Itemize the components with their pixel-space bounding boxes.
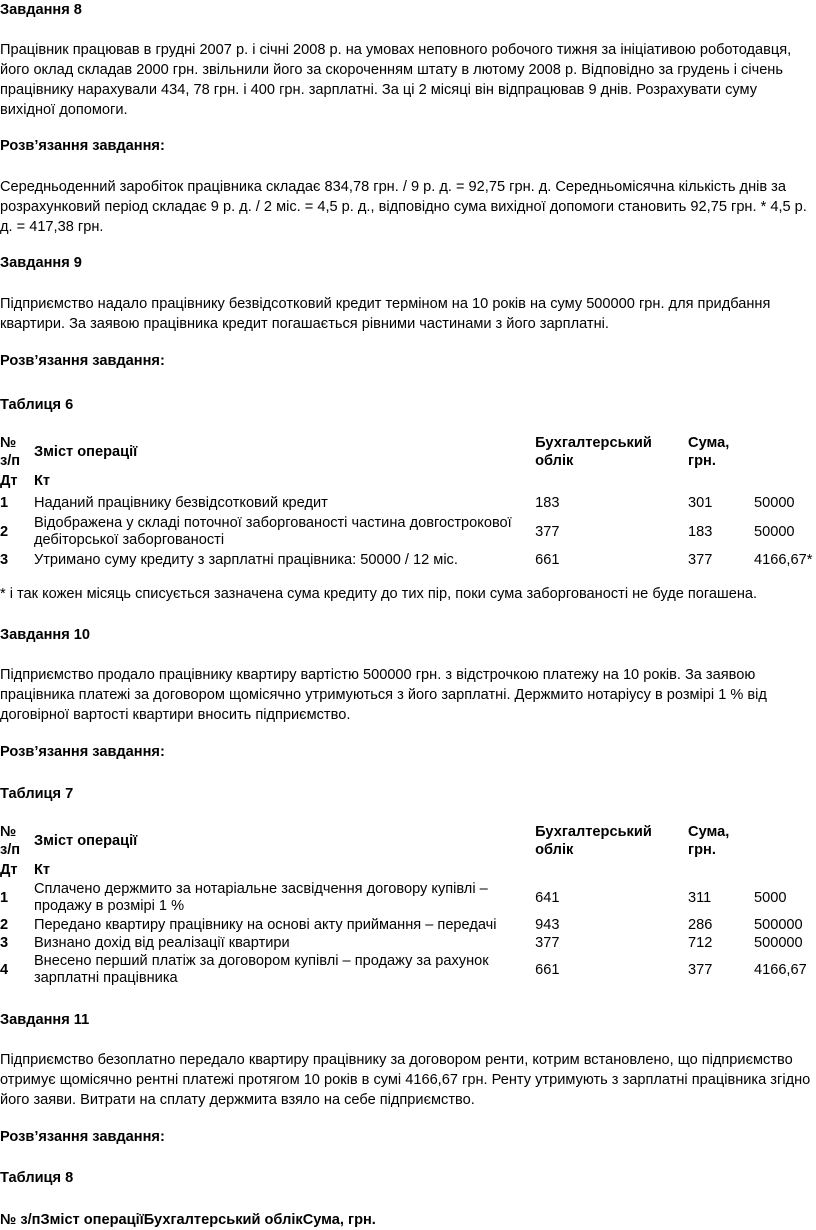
row-number: 4 <box>0 961 9 978</box>
header-num-2: з/п <box>0 453 21 469</box>
task11-solution-title: Розв’язання завдання: <box>0 1129 165 1145</box>
table8-title: Таблиця 8 <box>0 1170 74 1186</box>
table6-note: * і так кожен місяць списується зазначена сума кредиту до тих пір, поки сума заборгованості не буде погашена. <box>0 586 758 602</box>
table-row <box>0 515 816 549</box>
row-sum: 500000 <box>753 934 803 951</box>
row-credit: 301 <box>688 494 713 511</box>
row-number: 1 <box>0 889 9 906</box>
task10-text: Підприємство продало працівнику квартиру вартістю 500000 грн. з відстрочкою платежу на 10 років. За заявою працівника платежі за договором щомісячно утримуються з його зарплатні. Держмито нотаріусу в розмірі 1 % від договірної вартості квартири вносить підприємство. <box>0 667 767 723</box>
header-kt: Кт <box>33 473 51 489</box>
header-sum-2: грн. <box>688 842 716 858</box>
row-sum: 4166,67 <box>753 961 807 978</box>
row-credit: 377 <box>688 961 713 978</box>
row-operation: Внесено перший платіж за договором купівлі – продажу за рахунок зарплатні працівника <box>33 953 489 986</box>
task8-title: Завдання 8 <box>0 2 82 18</box>
row-number: 2 <box>0 523 9 540</box>
row-credit: 183 <box>688 523 713 540</box>
table7 <box>0 822 816 988</box>
table-row <box>0 916 816 934</box>
row-debit: 641 <box>535 889 560 906</box>
header-content: Зміст операції <box>33 833 138 849</box>
row-number: 3 <box>0 934 9 951</box>
row-debit: 943 <box>535 916 560 933</box>
table-row <box>0 880 816 916</box>
table-row <box>0 549 816 571</box>
row-debit: 183 <box>535 494 560 511</box>
task8-text: Працівник працював в грудні 2007 р. і січні 2008 р. на умовах неповного робочого тижня за ініціативою роботодавця, його оклад складав 2000 грн. звільнили його за скороченням штату в лютому 2008 р. Відповідно за грудень і січень працівнику нарахували 434, 78 грн. і 400 грн. зарплатні. За ці 2 місяці він відпрацював 9 днів. Розрахувати суму вихідної допомоги. <box>0 42 792 118</box>
row-operation: Відображена у складі поточної заборгованості частина довгострокової дебіторської заборгованості <box>33 515 512 548</box>
header-num-2: з/п <box>0 842 21 858</box>
header-accounting-1: Бухгалтерський <box>535 824 652 840</box>
header-dt: Дт <box>0 862 18 878</box>
task9-title: Завдання 9 <box>0 255 82 271</box>
table7-header-row <box>0 822 816 860</box>
row-number: 3 <box>0 551 9 568</box>
table6 <box>0 433 816 571</box>
table6-header-row <box>0 433 816 471</box>
table-row <box>0 491 816 515</box>
row-debit: 377 <box>535 523 560 540</box>
row-credit: 377 <box>688 551 713 568</box>
header-accounting-1: Бухгалтерський <box>535 435 652 451</box>
row-credit: 311 <box>688 889 712 906</box>
row-credit: 712 <box>688 934 713 951</box>
row-debit: 661 <box>535 551 560 568</box>
row-debit: 377 <box>535 934 560 951</box>
table8-header-line: № з/пЗміст операціїБухгалтерський облікСума, грн. <box>0 1212 376 1228</box>
table-row <box>0 952 816 988</box>
table7-subheader-row <box>0 860 816 880</box>
row-number: 1 <box>0 494 9 511</box>
row-operation: Визнано дохід від реалізації квартири <box>33 934 290 951</box>
row-operation: Наданий працівнику безвідсотковий кредит <box>33 494 328 511</box>
task11-text: Підприємство безоплатно передало квартиру працівнику за договором ренти, котрим встановлено, що підприємство отримує щомісячно рентні платежі протягом 10 років в сумі 4166,67 грн. Ренту утримують з зарплатні працівника згідно його заяви. Витрати на сплату держмита взяло на себе підприємство. <box>0 1052 811 1108</box>
task8-solution-title: Розв’язання завдання: <box>0 138 165 154</box>
task10-solution-title: Розв’язання завдання: <box>0 744 165 760</box>
task8-solution: Середньоденний заробіток працівника складає 834,78 грн. / 9 р. д. = 92,75 грн. д. Середньомісячна кількість днів за розрахунковий період складає 9 р. д. / 2 міс. = 4,5 р. д., відповідно сума вихідної допомоги становить 92,75 грн. * 4,5 р. д. = 417,38 грн. <box>0 179 807 235</box>
task11-title: Завдання 11 <box>0 1012 90 1028</box>
table-row <box>0 934 816 952</box>
table7-title: Таблиця 7 <box>0 786 74 802</box>
task9-text: Підприємство надало працівнику безвідсотковий кредит терміном на 10 років на суму 500000 грн. для придбання квартири. За заявою працівника кредит погашається рівними частинами з його зарплатні. <box>0 296 771 332</box>
header-num-1: № <box>0 824 17 840</box>
header-accounting-2: облік <box>535 842 574 858</box>
header-content: Зміст операції <box>33 444 138 460</box>
row-sum: 50000 <box>753 494 795 511</box>
row-number: 2 <box>0 916 9 933</box>
row-sum: 500000 <box>753 916 803 933</box>
header-num-1: № <box>0 435 17 451</box>
header-sum-2: грн. <box>688 453 716 469</box>
row-sum: 4166,67* <box>753 551 813 568</box>
header-dt: Дт <box>0 473 18 489</box>
row-debit: 661 <box>535 961 560 978</box>
row-operation: Утримано суму кредиту з зарплатні працівника: 50000 / 12 міс. <box>33 551 458 568</box>
row-sum: 50000 <box>753 523 795 540</box>
header-accounting-2: облік <box>535 453 574 469</box>
task9-solution-title: Розв’язання завдання: <box>0 353 165 369</box>
row-operation: Передано квартиру працівнику на основі акту приймання – передачі <box>33 916 497 933</box>
header-kt: Кт <box>33 862 51 878</box>
table6-title: Таблиця 6 <box>0 397 74 413</box>
row-operation: Сплачено держмито за нотаріальне засвідчення договору купівлі – продажу в розмірі 1 % <box>33 881 488 914</box>
header-sum-1: Сума, <box>688 824 730 840</box>
header-sum-1: Сума, <box>688 435 730 451</box>
table6-subheader-row <box>0 471 816 491</box>
row-sum: 5000 <box>753 889 787 906</box>
task10-title: Завдання 10 <box>0 627 91 643</box>
row-credit: 286 <box>688 916 713 933</box>
